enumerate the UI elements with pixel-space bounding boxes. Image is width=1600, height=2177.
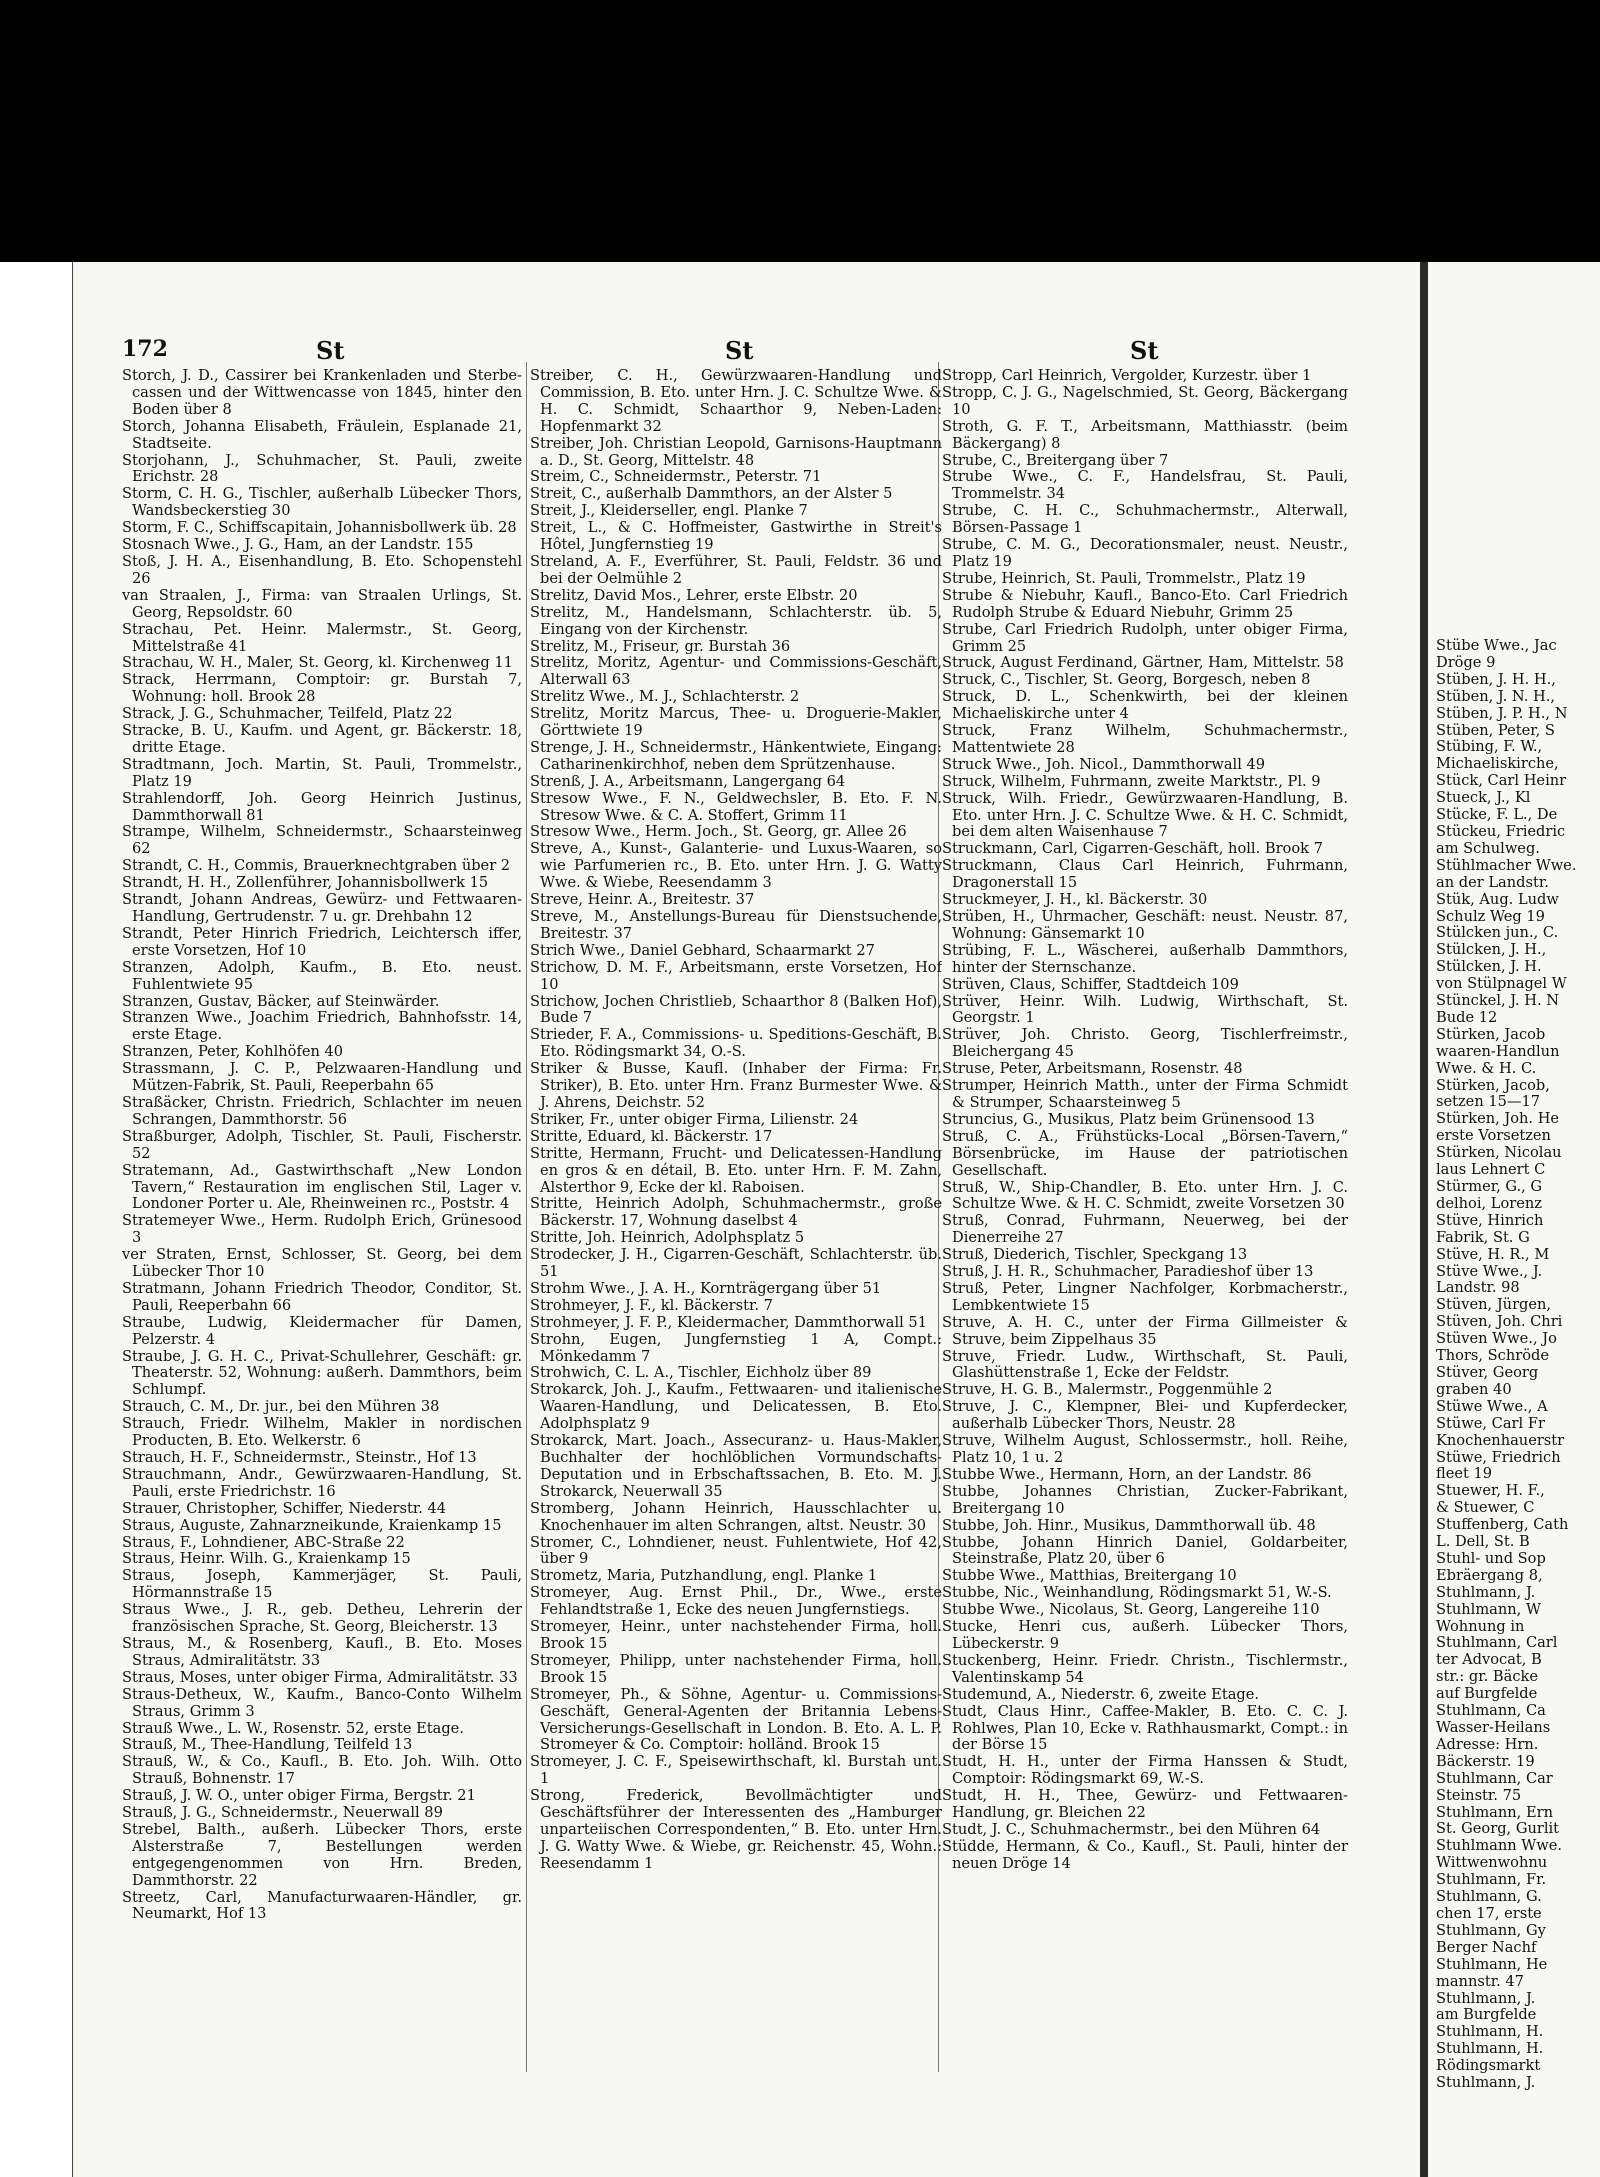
directory-entry: Strelitz, David Mos., Lehrer, erste Elbstr. 20 bbox=[530, 586, 858, 604]
directory-entry: Stranzen, Peter, Kohlhöfen 40 bbox=[122, 1043, 344, 1061]
directory-entry: Strube, C. H. C., Schuhmachermstr., Alterwall, Börsen-Passage 1 bbox=[942, 502, 1348, 537]
directory-entry: Steinstr. 75 bbox=[1436, 1786, 1522, 1804]
directory-entry: Strauch, H. F., Schneidermstr., Steinstr., Hof 13 bbox=[122, 1449, 477, 1466]
directory-entry: graben 40 bbox=[1436, 1380, 1512, 1398]
directory-entry: Stresow Wwe., F. N., Geldwechsler, B. Eto. F. N. Stresow Wwe. & C. A. Stoffert, Grimm 11 bbox=[530, 789, 942, 824]
directory-entry: Rödingsmarkt bbox=[1436, 2057, 1541, 2075]
directory-entry: Michaeliskirche, bbox=[1436, 755, 1559, 773]
directory-entry: Strumper, Heinrich Matth., unter der Firma Schmidt & Strumper, Schaarsteinweg 5 bbox=[942, 1077, 1348, 1111]
directory-entry: Strachau, Pet. Heinr. Malermstr., St. Georg, Mittelstraße 41 bbox=[122, 620, 522, 655]
directory-entry: Strube, Heinrich, St. Pauli, Trommelstr., Platz 19 bbox=[942, 569, 1306, 587]
directory-entry: Strauchmann, Andr., Gewürzwaaren-Handlung, St. Pauli, erste Friedrichstr. 16 bbox=[122, 1465, 522, 1500]
directory-entry: Stuhl- und Sop bbox=[1436, 1549, 1546, 1567]
directory-entry: Stritte, Eduard, kl. Bäckerstr. 17 bbox=[530, 1127, 773, 1145]
directory-entry: Stülcken, J. H., bbox=[1436, 941, 1547, 959]
directory-entry: Stritte, Joh. Heinrich, Adolphsplatz 5 bbox=[530, 1229, 805, 1247]
directory-entry: Stuhlmann, Car bbox=[1436, 1769, 1553, 1787]
directory-entry: Stüben, Peter, S bbox=[1436, 721, 1555, 739]
directory-entry: Straus, Joseph, Kammerjäger, St. Pauli, Hörmannstraße 15 bbox=[122, 1567, 522, 1602]
directory-entry: Stritte, Hermann, Frucht- und Delicatessen-Handlung en gros & en détail, B. Eto. unter Hrn. F. M. Zahn, Alsterthor 9, Ecke der kl. Raboisen. bbox=[530, 1144, 942, 1196]
directory-entry: Stuhlmann, G. bbox=[1436, 1888, 1542, 1906]
directory-entry: Struve, J. C., Klempner, Blei- und Kupferdecker, außerhalb Lübecker Thors, Neustr. 28 bbox=[942, 1398, 1348, 1433]
directory-entry: Stüve, H. R., M bbox=[1436, 1245, 1550, 1263]
directory-entry: Stürmer, G., G bbox=[1436, 1178, 1543, 1195]
directory-entry: Stritte, Heinrich Adolph, Schuhmachermstr., große Bäckerstr. 17, Wohnung daselbst 4 bbox=[530, 1195, 942, 1230]
directory-entry: Stubbe, Nic., Weinhandlung, Rödingsmarkt 51, W.-S. bbox=[942, 1584, 1332, 1602]
directory-entry: Strube, Carl Friedrich Rudolph, unter obiger Firma, Grimm 25 bbox=[942, 620, 1348, 655]
directory-entry: Strüver, Heinr. Wilh. Ludwig, Wirthschaft, St. Georgstr. 1 bbox=[942, 992, 1348, 1027]
directory-entry: Straus, Moses, unter obiger Firma, Admiralitätstr. 33 bbox=[122, 1668, 518, 1686]
directory-entry: Stuhlmann, He bbox=[1436, 1955, 1548, 1973]
directory-entry: Strauß, J. G., Schneidermstr., Neuerwall 89 bbox=[122, 1804, 443, 1822]
directory-entry: Stübe Wwe., Jac bbox=[1436, 638, 1557, 654]
directory-entry: Stuewer, H. F., bbox=[1436, 1482, 1545, 1500]
directory-entry: Stresow Wwe., Herm. Joch., St. Georg, gr. Allee 26 bbox=[530, 823, 907, 841]
facing-page-column bbox=[1436, 638, 1596, 2092]
directory-entry: Dröge 9 bbox=[1436, 653, 1496, 671]
directory-entry: Strometz, Maria, Putzhandlung, engl. Planke 1 bbox=[530, 1567, 878, 1585]
directory-entry: Stüver, Georg bbox=[1436, 1363, 1539, 1381]
directory-entry: Stradtmann, Joch. Martin, St. Pauli, Trommelstr., Platz 19 bbox=[122, 755, 522, 790]
directory-entry: Strauß, W., & Co., Kaufl., B. Eto. Joh. Wilh. Otto Strauß, Bohnenstr. 17 bbox=[122, 1753, 522, 1788]
directory-entry: auf Burgfelde bbox=[1436, 1685, 1538, 1703]
directory-entry: Stülcken, J. H. bbox=[1436, 958, 1542, 976]
directory-entry: Straube, Ludwig, Kleidermacher für Damen, Pelzerstr. 4 bbox=[122, 1313, 522, 1348]
directory-entry: Studt, H. H., unter der Firma Hanssen & Studt, Comptoir: Rödingsmarkt 69, W.-S. bbox=[942, 1753, 1348, 1788]
directory-entry: Streve, A., Kunst-, Galanterie- und Luxus-Waaren, so wie Parfumerien rc., B. Eto. unter Hrn. J. G. Watty Wwe. & Wiebe, Reesendamm 3 bbox=[530, 840, 942, 892]
directory-entry: Strelitz, M., Handelsmann, Schlachterstr. üb. 5, Eingang von der Kirchenstr. bbox=[530, 603, 942, 638]
directory-entry: Straus, Heinr. Wilh. G., Kraienkamp 15 bbox=[122, 1550, 411, 1568]
directory-entry: Stuhlmann, J. bbox=[1436, 1989, 1536, 2007]
directory-column-2 bbox=[530, 368, 942, 1873]
directory-entry: Studt, J. C., Schuhmachermstr., bei den Mühren 64 bbox=[942, 1820, 1321, 1838]
directory-entry: mannstr. 47 bbox=[1436, 1972, 1524, 1990]
directory-entry: Fabrik, St. G bbox=[1436, 1228, 1530, 1246]
directory-entry: ter Advocat, B bbox=[1436, 1651, 1542, 1669]
directory-entry: L. Dell, St. B bbox=[1436, 1533, 1530, 1551]
directory-entry: Strube Wwe., C. F., Handelsfrau, St. Pauli, Trommelstr. 34 bbox=[942, 468, 1348, 503]
directory-entry: delhoi, Lorenz bbox=[1436, 1194, 1542, 1212]
directory-entry: Strohmeyer, J. F., kl. Bäckerstr. 7 bbox=[530, 1296, 773, 1314]
directory-entry: van Straalen, J., Firma: van Straalen Urlings, St. Georg, Repsoldstr. 60 bbox=[122, 586, 522, 621]
directory-entry: Wwe. & H. C. bbox=[1436, 1059, 1537, 1077]
directory-entry: str.: gr. Bäcke bbox=[1436, 1668, 1538, 1686]
directory-entry: Stromberg, Johann Heinrich, Hausschlachter u. Knochenhauer im alten Schrangen, altst. Neustr. 30 bbox=[530, 1499, 942, 1534]
directory-entry: Stuhlmann, J. bbox=[1436, 1583, 1536, 1601]
directory-entry: Stropp, Carl Heinrich, Vergolder, Kurzestr. über 1 bbox=[942, 368, 1312, 384]
directory-entry: Strohn, Eugen, Jungfernstieg 1 A, Compt.: Mönkedamm 7 bbox=[530, 1330, 942, 1365]
directory-entry: Stüve, Hinrich bbox=[1436, 1211, 1544, 1229]
directory-entry: Strodecker, J. H., Cigarren-Geschäft, Schlachterstr. üb. 51 bbox=[530, 1246, 942, 1281]
directory-entry: Strüben, H., Uhrmacher, Geschäft: neust. Neustr. 87, Wohnung: Gänsemarkt 10 bbox=[942, 908, 1348, 942]
directory-entry: Strokarck, Joh. J., Kaufm., Fettwaaren- und italienische Waaren-Handlung, und Delicatessen, B. Eto. Adolphsplatz 9 bbox=[530, 1381, 942, 1433]
directory-entry: Strohwich, C. L. A., Tischler, Eichholz über 89 bbox=[530, 1364, 872, 1382]
directory-entry: Stuhlmann, Fr. bbox=[1436, 1871, 1547, 1889]
directory-entry: Strong, Frederick, Bevollmächtigter und Geschäftsführer der Interessenten des „Hamburger unparteiischen Correspondenten,“ B. Eto. unter Hrn. J. G. Watty Wwe. & Wiebe, gr. Reichenstr. 45, Wohn.: Reesendamm 1 bbox=[530, 1787, 942, 1872]
directory-entry: Stratemeyer Wwe., Herm. Rudolph Erich, Grünesood 3 bbox=[122, 1212, 522, 1247]
directory-entry: Straus Wwe., J. R., geb. Detheu, Lehrerin der französischen Sprache, St. Georg, Bleicherstr. 13 bbox=[122, 1601, 522, 1636]
directory-entry: Struß, Peter, Lingner Nachfolger, Korbmacherstr., Lembkentwiete 15 bbox=[942, 1279, 1348, 1314]
directory-entry: Struck, D. L., Schenkwirth, bei der kleinen Michaeliskirche unter 4 bbox=[942, 688, 1348, 723]
directory-entry: fleet 19 bbox=[1436, 1465, 1493, 1483]
directory-entry: Struncius, G., Musikus, Platz beim Grünensood 13 bbox=[942, 1110, 1315, 1128]
directory-entry: Wohnung in bbox=[1436, 1617, 1525, 1635]
directory-entry: Stoß, J. H. A., Eisenhandlung, B. Eto. Schopenstehl 26 bbox=[122, 552, 522, 587]
directory-entry: Stüven, Jürgen, bbox=[1436, 1296, 1552, 1314]
directory-entry: Stuffenberg, Cath bbox=[1436, 1516, 1569, 1534]
directory-entry: Struckmann, Claus Carl Heinrich, Fuhrmann, Dragonerstall 15 bbox=[942, 857, 1348, 892]
directory-entry: Stücke, F. L., De bbox=[1436, 806, 1558, 824]
directory-entry: Strichow, Jochen Christlieb, Schaarthor 8 (Balken Hof), Bude 7 bbox=[530, 992, 942, 1027]
directory-entry: Stubbe Wwe., Hermann, Horn, an der Landstr. 86 bbox=[942, 1465, 1312, 1483]
directory-entry: Straßburger, Adolph, Tischler, St. Pauli, Fischerstr. 52 bbox=[122, 1127, 522, 1162]
page-number: 172 bbox=[122, 336, 168, 362]
directory-entry: Strelitz Wwe., M. J., Schlachterstr. 2 bbox=[530, 688, 800, 706]
directory-entry: Wittwenwohnu bbox=[1436, 1854, 1548, 1872]
directory-entry: von Stülpnagel W bbox=[1436, 975, 1567, 993]
directory-entry: Straus, F., Lohndiener, ABC-Straße 22 bbox=[122, 1533, 405, 1551]
directory-entry: Stratmann, Johann Friedrich Theodor, Conditor, St. Pauli, Reeperbahn 66 bbox=[122, 1279, 522, 1314]
directory-entry: Strichow, D. M. F., Arbeitsmann, erste Vorsetzen, Hof 10 bbox=[530, 958, 942, 993]
directory-entry: Stük, Aug. Ludw bbox=[1436, 890, 1559, 908]
directory-entry: Straus, M., & Rosenberg, Kaufl., B. Eto. Moses Straus, Admiralitätstr. 33 bbox=[122, 1634, 522, 1669]
directory-entry: Wasser-Heilans bbox=[1436, 1719, 1551, 1736]
directory-entry: Stromeyer, Aug. Ernst Phil., Dr., Wwe., erste Fehlandtstraße 1, Ecke des neuen Jungfernstiegs. bbox=[530, 1584, 942, 1619]
directory-entry: laus Lehnert C bbox=[1436, 1161, 1546, 1179]
directory-entry: Strauer, Christopher, Schiffer, Niederstr. 44 bbox=[122, 1499, 447, 1517]
directory-entry: Bäckerstr. 19 bbox=[1436, 1752, 1535, 1770]
directory-entry: Stüben, J. N. H., bbox=[1436, 687, 1556, 705]
directory-entry: Stubbe, Johannes Christian, Zucker-Fabrikant, Breitergang 10 bbox=[942, 1482, 1348, 1517]
directory-entry: Strube, C., Breitergang über 7 bbox=[942, 451, 1169, 469]
directory-entry: Stromeyer, Philipp, unter nachstehender Firma, holl. Brook 15 bbox=[530, 1651, 942, 1686]
directory-column-1 bbox=[122, 368, 522, 1923]
directory-entry: Struckmann, Carl, Cigarren-Geschäft, holl. Brook 7 bbox=[942, 840, 1323, 858]
directory-entry: Strack, Herrmann, Comptoir: gr. Burstah 7, Wohnung: holl. Brook 28 bbox=[122, 671, 522, 706]
directory-entry: Strauß, J. W. O., unter obiger Firma, Bergstr. 21 bbox=[122, 1787, 476, 1805]
directory-entry: Struve, H. G. B., Malermstr., Poggenmühle 2 bbox=[942, 1381, 1273, 1399]
directory-entry: Strack, J. G., Schuhmacher, Teilfeld, Platz 22 bbox=[122, 705, 453, 723]
directory-entry: Stromer, C., Lohndiener, neust. Fuhlentwiete, Hof 42, über 9 bbox=[530, 1533, 942, 1568]
directory-entry: Knochenhauerstr bbox=[1436, 1431, 1565, 1449]
directory-entry: Stosnach Wwe., J. G., Ham, an der Landstr. 155 bbox=[122, 536, 474, 554]
directory-entry: Struve, Friedr. Ludw., Wirthschaft, St. Pauli, Glashüttenstraße 1, Ecke der Feldstr. bbox=[942, 1347, 1348, 1382]
directory-entry: am Schulweg. bbox=[1436, 839, 1540, 857]
directory-entry: Streiber, Joh. Christian Leopold, Garnisons-Hauptmann a. D., St. Georg, Mittelstr. 48 bbox=[530, 434, 942, 469]
directory-entry: Stromeyer, Ph., & Söhne, Agentur- u. Commissions-Geschäft, General-Agenten der Britannia Lebens-Versicherungs-Gesellschaft in London. B. Eto. A. L. P. Stromeyer & Co. Comptoir: holländ. Brook 15 bbox=[530, 1685, 942, 1754]
directory-entry: Stülcken jun., C. bbox=[1436, 924, 1559, 942]
directory-entry: Struck, Franz Wilhelm, Schuhmachermstr., Mattentwiete 28 bbox=[942, 722, 1348, 756]
directory-entry: Stüwe, Carl Fr bbox=[1436, 1414, 1545, 1432]
directory-entry: Stucke, Henri cus, außerh. Lübecker Thors, Lübeckerstr. 9 bbox=[942, 1618, 1348, 1652]
directory-entry: chen 17, erste bbox=[1436, 1904, 1542, 1922]
scan-background bbox=[0, 0, 1600, 262]
directory-entry: Stubbe Wwe., Matthias, Breitergang 10 bbox=[942, 1567, 1237, 1585]
directory-entry: Struve, A. H. C., unter der Firma Gillmeister & Struve, beim Zippelhaus 35 bbox=[942, 1313, 1348, 1348]
directory-entry: Storm, F. C., Schiffscapitain, Johannisbollwerk üb. 28 bbox=[122, 519, 517, 537]
directory-entry: Struß, J. H. R., Schuhmacher, Paradieshof über 13 bbox=[942, 1263, 1314, 1281]
directory-entry: & Stuewer, C bbox=[1436, 1499, 1535, 1517]
directory-entry: Storm, C. H. G., Tischler, außerhalb Lübecker Thors, Wandsbeckerstieg 30 bbox=[122, 485, 522, 520]
directory-entry: Strelitz, Moritz, Agentur- und Commissions-Geschäft, Alterwall 63 bbox=[530, 654, 942, 689]
directory-entry: ver Straten, Ernst, Schlosser, St. Georg, bei dem Lübecker Thor 10 bbox=[122, 1246, 522, 1281]
directory-entry: Stück, Carl Heinr bbox=[1436, 772, 1567, 790]
directory-entry: Stratemann, Ad., Gastwirthschaft „New London Tavern,“ Restauration im englischen Stil, Lager v. Londoner Porter u. Ale, Rheinweinen rc., Poststr. 4 bbox=[122, 1161, 522, 1213]
directory-entry: Struß, W., Ship-Chandler, B. Eto. unter Hrn. J. C. Schultze Wwe. & H. C. Schmidt, zweite Vorsetzen 30 bbox=[942, 1178, 1348, 1213]
running-header-center: St bbox=[725, 336, 754, 365]
directory-entry: Stubbe Wwe., Nicolaus, St. Georg, Langereihe 110 bbox=[942, 1601, 1320, 1619]
directory-entry: Storch, Johanna Elisabeth, Fräulein, Esplanade 21, Stadtseite. bbox=[122, 417, 522, 452]
running-header-left: St bbox=[316, 336, 345, 365]
directory-entry: Studt, Claus Hinr., Caffee-Makler, B. Eto. C. C. J. Rohlwes, Plan 10, Ecke v. Rathhausmarkt, Compt.: in der Börse 15 bbox=[942, 1702, 1348, 1754]
running-header-right: St bbox=[1130, 336, 1159, 365]
directory-entry: Strube & Niebuhr, Kaufl., Banco-Eto. Carl Friedrich Rudolph Strube & Eduard Niebuhr, Grimm 25 bbox=[942, 586, 1348, 621]
directory-entry: Strohm Wwe., J. A. H., Kornträgergang über 51 bbox=[530, 1279, 882, 1297]
directory-entry: Straube, J. G. H. C., Privat-Schullehrer, Geschäft: gr. Theaterstr. 52, Wohnung: außerh. Dammthors, beim Schlumpf. bbox=[122, 1347, 522, 1399]
directory-entry: Stroth, G. F. T., Arbeitsmann, Matthiasstr. (beim Bäckergang) 8 bbox=[942, 417, 1348, 452]
directory-entry: Stracke, B. U., Kaufm. und Agent, gr. Bäckerstr. 18, dritte Etage. bbox=[122, 722, 522, 756]
directory-entry: Straus, Auguste, Zahnarzneikunde, Kraienkamp 15 bbox=[122, 1516, 502, 1534]
directory-entry: Stüven Wwe., Jo bbox=[1436, 1330, 1557, 1348]
directory-entry: Stromeyer, J. C. F., Speisewirthschaft, kl. Burstah unt. 1 bbox=[530, 1753, 942, 1788]
directory-entry: St. Georg, Gurlit bbox=[1436, 1820, 1560, 1838]
directory-entry: Streetz, Carl, Manufacturwaaren-Händler, gr. Neumarkt, Hof 13 bbox=[122, 1888, 522, 1923]
directory-entry: Struckmeyer, J. H., kl. Bäckerstr. 30 bbox=[942, 891, 1208, 909]
directory-entry: Landstr. 98 bbox=[1436, 1279, 1520, 1297]
directory-entry: Stürken, Jacob, bbox=[1436, 1076, 1550, 1094]
directory-entry: Stranzen, Adolph, Kaufm., B. Eto. neust. Fuhlentwiete 95 bbox=[122, 958, 522, 993]
directory-entry: Stuhlmann, Ern bbox=[1436, 1803, 1553, 1821]
directory-entry: Strassmann, J. C. P., Pelzwaaren-Handlung und Mützen-Fabrik, St. Pauli, Reeperbahn 65 bbox=[122, 1060, 522, 1095]
directory-entry: Storjohann, J., Schuhmacher, St. Pauli, zweite Erichstr. 28 bbox=[122, 451, 522, 486]
directory-entry: Strenß, J. A., Arbeitsmann, Langergang 64 bbox=[530, 772, 846, 790]
directory-entry: Stuhlmann, Gy bbox=[1436, 1921, 1546, 1939]
directory-entry: Strauch, Friedr. Wilhelm, Makler in nordischen Producten, B. Eto. Welkerstr. 6 bbox=[122, 1415, 522, 1450]
directory-entry: Stüben, J. H. H., bbox=[1436, 670, 1556, 688]
directory-entry: Stuhlmann, H. bbox=[1436, 2040, 1544, 2058]
directory-entry: Schulz Weg 19 bbox=[1436, 907, 1545, 925]
directory-entry: Studt, H. H., Thee, Gewürz- und Fettwaaren-Handlung, gr. Bleichen 22 bbox=[942, 1787, 1348, 1822]
directory-entry: Strebel, Balth., außerh. Lübecker Thors, erste Alsterstraße 7, Bestellungen werden entgegengenommen von Hrn. Breden, Dammthorstr. 22 bbox=[122, 1820, 522, 1889]
directory-entry: Strampe, Wilhelm, Schneidermstr., Schaarsteinweg 62 bbox=[122, 823, 522, 858]
directory-entry: Bude 12 bbox=[1436, 1008, 1498, 1026]
directory-entry: Stürken, Nicolau bbox=[1436, 1144, 1562, 1162]
directory-entry: Stückeu, Friedric bbox=[1436, 822, 1566, 840]
directory-entry: Struve, Wilhelm August, Schlossermstr., holl. Reihe, Platz 10, 1 u. 2 bbox=[942, 1432, 1348, 1466]
directory-entry: Stürken, Jacob bbox=[1436, 1025, 1546, 1043]
directory-entry: Stuckenberg, Heinr. Friedr. Christn., Tischlermstr., Valentinskamp 54 bbox=[942, 1651, 1348, 1686]
directory-entry: Stubbe, Joh. Hinr., Musikus, Dammthorwall üb. 48 bbox=[942, 1516, 1316, 1534]
directory-entry: Streland, A. F., Everführer, St. Pauli, Feldstr. 36 und bei der Oelmühle 2 bbox=[530, 552, 942, 587]
facing-page bbox=[1428, 262, 1600, 2177]
directory-entry: am Burgfelde bbox=[1436, 2006, 1537, 2024]
directory-entry: Strokarck, Mart. Joach., Assecuranz- u. Haus-Makler, Buchhalter der hochlöblichen Vormundschafts-Deputation und in Erbschaftssachen, B. Eto. M. J. Strokarck, Neuerwall 35 bbox=[530, 1432, 942, 1500]
directory-entry: Streiber, C. H., Gewürzwaaren-Handlung und Commission, B. Eto. unter Hrn. J. C. Schultze Wwe. & H. C. Schmidt, Schaarthor 9, Neben-Laden: Hopfenmarkt 32 bbox=[530, 368, 942, 435]
directory-entry: Struß, C. A., Frühstücks-Local „Börsen-Tavern,“ Börsenbrücke, im Hause der patriotischen Gesellschaft. bbox=[942, 1127, 1348, 1179]
directory-entry: Strandt, Peter Hinrich Friedrich, Leichtersch iffer, erste Vorsetzen, Hof 10 bbox=[122, 924, 522, 959]
directory-entry: Strelitz, M., Friseur, gr. Burstah 36 bbox=[530, 637, 791, 655]
directory-entry: Stuhlmann Wwe. bbox=[1436, 1837, 1563, 1855]
directory-entry: Stüven, Joh. Chri bbox=[1436, 1313, 1563, 1331]
directory-entry: Ebräergang 8, bbox=[1436, 1566, 1543, 1584]
directory-entry: Stürken, Joh. He bbox=[1436, 1110, 1560, 1128]
directory-entry: Streve, M., Anstellungs-Bureau für Dienstsuchende, Breitestr. 37 bbox=[530, 908, 942, 942]
directory-entry: Strich Wwe., Daniel Gebhard, Schaarmarkt 27 bbox=[530, 941, 875, 959]
directory-entry: Striker & Busse, Kaufl. (Inhaber der Firma: Fr. Striker), B. Eto. unter Hrn. Franz Burmester Wwe. & J. Ahrens, Deichstr. 52 bbox=[530, 1060, 942, 1111]
directory-entry: Streit, J., Kleiderseller, engl. Planke 7 bbox=[530, 502, 808, 520]
directory-entry: Stüdde, Hermann, & Co., Kaufl., St. Pauli, hinter der neuen Dröge 14 bbox=[942, 1837, 1348, 1872]
directory-entry: Struck Wwe., Joh. Nicol., Dammthorwall 49 bbox=[942, 755, 1266, 773]
column-rule bbox=[526, 362, 527, 2072]
directory-entry: Struß, Diederich, Tischler, Speckgang 13 bbox=[942, 1246, 1248, 1264]
directory-entry: Strübing, F. L., Wäscherei, außerhalb Dammthors, hinter der Sternschanze. bbox=[942, 941, 1348, 976]
directory-entry: Struck, C., Tischler, St. Georg, Borgesch, neben 8 bbox=[942, 671, 1311, 689]
directory-entry: Stuhlmann, W bbox=[1436, 1600, 1541, 1618]
directory-entry: Stüwe, Friedrich bbox=[1436, 1448, 1561, 1466]
directory-entry: Strauch, C. M., Dr. jur., bei den Mühren 38 bbox=[122, 1398, 440, 1416]
directory-entry: Struck, August Ferdinand, Gärtner, Ham, Mittelstr. 58 bbox=[942, 654, 1344, 672]
directory-entry: Studemund, A., Niederstr. 6, zweite Etage. bbox=[942, 1685, 1260, 1703]
directory-entry: Struck, Wilh. Friedr., Gewürzwaaren-Handlung, B. Eto. unter Hrn. J. C. Schultze Wwe. & H. C. Schmidt, bei dem alten Waisenhause 7 bbox=[942, 789, 1348, 841]
directory-entry: setzen 15—17 bbox=[1436, 1093, 1541, 1111]
directory-entry: Strandt, H. H., Zollenführer, Johannisbollwerk 15 bbox=[122, 874, 489, 892]
directory-entry: Stuhlmann, Ca bbox=[1436, 1702, 1546, 1720]
directory-entry: Stropp, C. J. G., Nagelschmied, St. Georg, Bäckergang 10 bbox=[942, 383, 1348, 418]
directory-entry: Struß, Conrad, Fuhrmann, Neuerweg, bei der Dienerreihe 27 bbox=[942, 1212, 1348, 1247]
directory-entry: Stranzen, Gustav, Bäcker, auf Steinwärder. bbox=[122, 992, 440, 1010]
directory-entry: Stühlmacher Wwe. bbox=[1436, 856, 1577, 874]
directory-entry: Strandt, Johann Andreas, Gewürz- und Fettwaaren-Handlung, Gertrudenstr. 7 u. gr. Drehbahn 12 bbox=[122, 891, 522, 925]
directory-entry: Streit, L., & C. Hoffmeister, Gastwirthe in Streit's Hôtel, Jungfernstieg 19 bbox=[530, 519, 942, 554]
directory-entry: waaren-Handlun bbox=[1436, 1042, 1560, 1060]
directory-entry: Stuhlmann, J. bbox=[1436, 2074, 1536, 2092]
directory-entry: Strenge, J. H., Schneidermstr., Hänkentwiete, Eingang: Catharinenkirchhof, neben dem Sprützenhause. bbox=[530, 738, 942, 773]
directory-entry: Streit, C., außerhalb Dammthors, an der Alster 5 bbox=[530, 485, 893, 503]
directory-entry: Stüve Wwe., J. bbox=[1436, 1262, 1543, 1280]
directory-entry: Stuhlmann, Carl bbox=[1436, 1634, 1558, 1652]
directory-entry: Struse, Peter, Arbeitsmann, Rosenstr. 48 bbox=[942, 1060, 1243, 1078]
directory-entry: Stromeyer, Heinr., unter nachstehender Firma, holl. Brook 15 bbox=[530, 1618, 942, 1652]
directory-entry: Streve, Heinr. A., Breitestr. 37 bbox=[530, 891, 755, 909]
directory-entry: Berger Nachf bbox=[1436, 1938, 1537, 1956]
directory-column-3 bbox=[942, 368, 1348, 1873]
directory-entry: Strandt, C. H., Commis, Brauerknechtgraben über 2 bbox=[122, 857, 511, 875]
directory-entry: Striker, Fr., unter obiger Firma, Lilienstr. 24 bbox=[530, 1110, 859, 1128]
directory-entry: Stueck, J., Kl bbox=[1436, 789, 1531, 807]
directory-entry: Strahlendorff, Joh. Georg Heinrich Justinus, Dammthorwall 81 bbox=[122, 789, 522, 824]
directory-entry: Storch, J. D., Cassirer bei Krankenladen und Sterbe-cassen und der Wittwencasse von 1845, hinter den Boden über 8 bbox=[122, 368, 522, 418]
directory-entry: Stübing, F. W., bbox=[1436, 738, 1543, 756]
directory-entry: Streim, C., Schneidermstr., Peterstr. 71 bbox=[530, 468, 822, 486]
directory-entry: erste Vorsetzen bbox=[1436, 1127, 1551, 1145]
directory-entry: Straßäcker, Christn. Friedrich, Schlachter im neuen Schrangen, Dammthorstr. 56 bbox=[122, 1093, 522, 1128]
directory-entry: Thors, Schröde bbox=[1436, 1347, 1549, 1365]
directory-entry: Strieder, F. A., Commissions- u. Speditions-Geschäft, B. Eto. Rödingsmarkt 34, O.-S. bbox=[530, 1026, 942, 1061]
directory-entry: Straus-Detheux, W., Kaufm., Banco-Conto Wilhelm Straus, Grimm 3 bbox=[122, 1685, 522, 1720]
book-gutter bbox=[1420, 262, 1428, 2177]
directory-entry: Strube, C. M. G., Decorationsmaler, neust. Neustr., Platz 19 bbox=[942, 536, 1348, 570]
directory-entry: Strauß Wwe., L. W., Rosenstr. 52, erste Etage. bbox=[122, 1719, 464, 1737]
directory-entry: Stüwe Wwe., A bbox=[1436, 1397, 1548, 1415]
directory-entry: Stüben, J. P. H., N bbox=[1436, 704, 1568, 722]
directory-entry: Struck, Wilhelm, Fuhrmann, zweite Marktstr., Pl. 9 bbox=[942, 772, 1321, 790]
directory-entry: Stünckel, J. H. N bbox=[1436, 992, 1560, 1010]
directory-entry: Stubbe, Johann Hinrich Daniel, Goldarbeiter, Steinstraße, Platz 20, über 6 bbox=[942, 1533, 1348, 1568]
directory-entry: Strüven, Claus, Schiffer, Stadtdeich 109 bbox=[942, 975, 1239, 993]
directory-entry: Adresse: Hrn. bbox=[1436, 1735, 1539, 1753]
directory-entry: Strelitz, Moritz Marcus, Thee- u. Droguerie-Makler, Görttwiete 19 bbox=[530, 705, 942, 740]
directory-entry: Strüver, Joh. Christo. Georg, Tischlerfreimstr., Bleichergang 45 bbox=[942, 1026, 1348, 1061]
directory-entry: an der Landstr. bbox=[1436, 873, 1549, 891]
directory-entry: Stranzen Wwe., Joachim Friedrich, Bahnhofsstr. 14, erste Etage. bbox=[122, 1009, 522, 1044]
directory-entry: Strohmeyer, J. F. P., Kleidermacher, Dammthorwall 51 bbox=[530, 1313, 927, 1331]
directory-entry: Strauß, M., Thee-Handlung, Teilfeld 13 bbox=[122, 1736, 413, 1754]
directory-entry: Strachau, W. H., Maler, St. Georg, kl. Kirchenweg 11 bbox=[122, 654, 513, 672]
directory-entry: Stuhlmann, H. bbox=[1436, 2023, 1544, 2041]
